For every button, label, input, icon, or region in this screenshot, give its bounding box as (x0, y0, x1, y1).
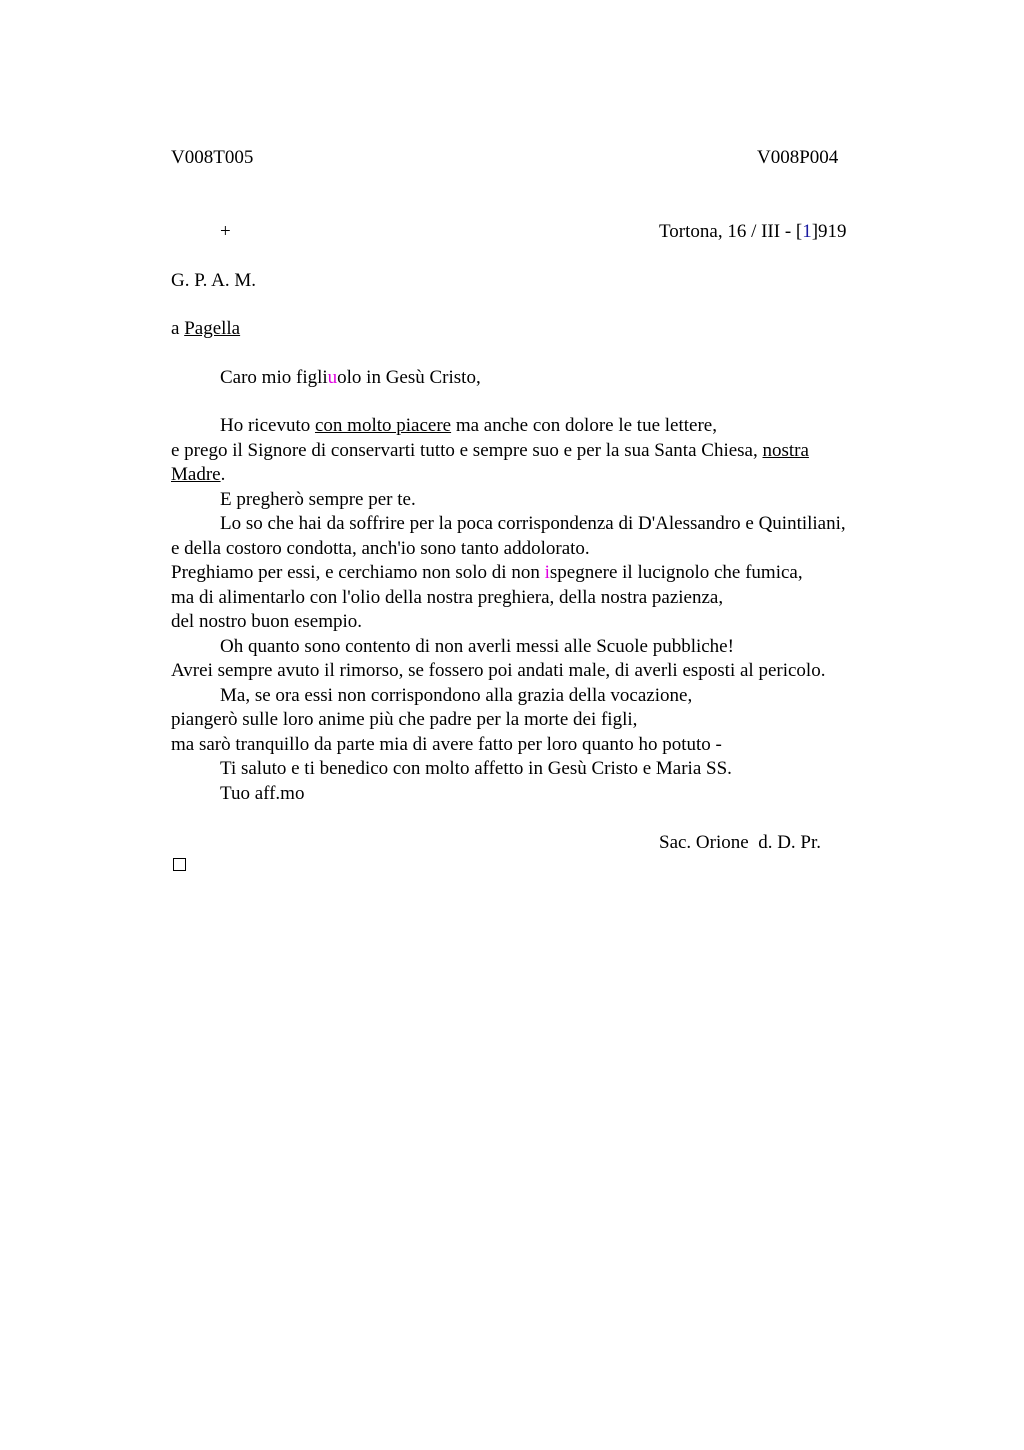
letter-line (171, 414, 931, 439)
letter-line: Avrei sempre avuto il rimorso, se fossero poi andati male, di averli esposti al pericolo. (171, 660, 826, 681)
letter-line: piangerò sulle loro anime più che padre per la morte dei figli, (171, 709, 638, 730)
date-bracket-digit: 1 (802, 221, 812, 242)
date-suffix: ]919 (811, 221, 847, 242)
underlined-text: nostra (762, 439, 809, 461)
header-left-code: V008T005 (171, 147, 254, 168)
letter-line: del nostro buon esempio. (171, 611, 363, 632)
letter-line: Lo so che hai da soffrire per la poca corrispondenza di D'Alessandro e Quintiliani, (220, 513, 846, 534)
letter-body (171, 414, 931, 806)
text: ma anche con dolore le tue lettere, (451, 415, 717, 436)
letter-line (171, 439, 931, 464)
letter-line: ma di alimentarlo con l'olio della nostra preghiera, della nostra pazienza, (171, 586, 724, 608)
letter-line: Oh quanto sono contento di non averli messi alle Scuole pubbliche! (220, 635, 734, 657)
letter-line: Ti saluto e ti benedico con molto affetto in Gesù Cristo e Maria SS. (220, 758, 732, 779)
addressee-name: Pagella (184, 318, 241, 339)
text: e prego il Signore di conservarti tutto e sempre suo e per la sua Santa Chiesa, (171, 439, 763, 461)
salutation-after: olo in Gesù Cristo, (337, 367, 481, 388)
empty-checkbox-icon (173, 858, 186, 871)
initials: G. P. A. M. (171, 270, 256, 291)
salutation-before: Caro mio figli (220, 367, 328, 388)
date-prefix: Tortona, 16 / III - [ (659, 221, 803, 242)
salutation-highlight: u (327, 367, 338, 388)
letter-line: E pregherò sempre per te. (220, 488, 416, 510)
date-line (659, 220, 847, 245)
text: . (220, 464, 226, 485)
text: spegnere il lucignolo che fumica, (549, 562, 803, 583)
addressee-line (171, 317, 240, 342)
salutation (220, 366, 481, 391)
text: Preghiamo per essi, e cerchiamo non solo di non (171, 562, 545, 583)
text: Ho ricevuto (220, 415, 315, 436)
header-right-code: V008P004 (757, 147, 839, 168)
cross-mark: + (220, 221, 231, 242)
letter-line (171, 463, 931, 488)
signature: Sac. Orione d. D. Pr. (659, 832, 822, 853)
letter-line: Tuo aff.mo (220, 782, 305, 804)
letter-line: Ma, se ora essi non corrispondono alla grazia della vocazione, (220, 684, 693, 706)
letter-line (171, 561, 931, 586)
highlight-letter: i (544, 562, 550, 583)
addressee-prefix: a (171, 318, 185, 339)
underlined-text: con molto piacere (314, 415, 452, 436)
underlined-text: Madre (171, 464, 221, 485)
letter-line: ma sarò tranquillo da parte mia di avere fatto per loro quanto ho potuto - (171, 733, 722, 755)
letter-line: e della costoro condotta, anch'io sono tanto addolorato. (171, 537, 590, 559)
